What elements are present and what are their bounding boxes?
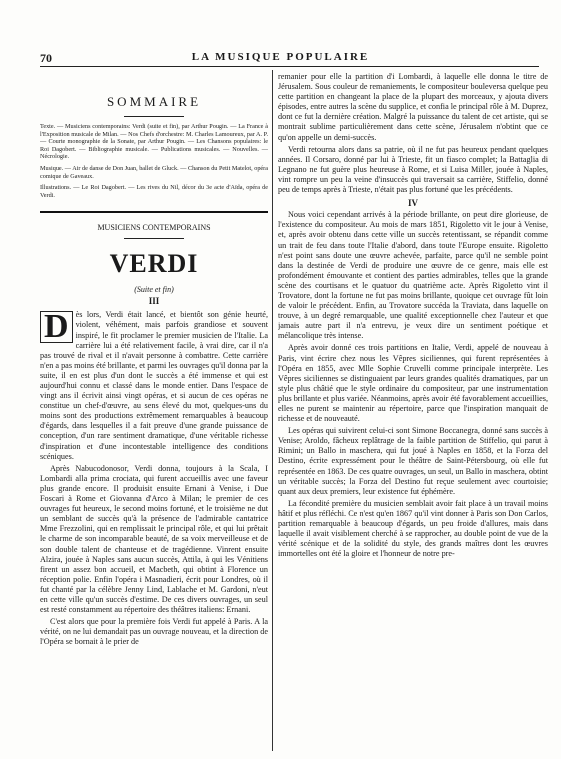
sommaire-illustrations: Illustrations. — Le Roi Dagobert. — Les rives du Nil, décor du 3e acte d'Aïda, opéra de Verdi. (40, 184, 268, 199)
first-paragraph (40, 310, 268, 461)
right-body (278, 72, 548, 559)
paragraph: Nous voici cependant arrivés à la période brillante, on peut dire glorieuse, de l'existence du compositeur. Au mois de mars 1851, Rigoletto vit le jour à Venise, et, après avoir obtenu dans cette ville un succès retentissant, se répandit comme un trait de feu dans toute l'Italie d'abord, dans toute l'Europe ensuite. Rigoletto n'est point sans doute une œuvre achevée, parfaite, parce qu'il ne semble point dans la destinée de Verdi de produire une œuvre de ce genre, mais elle est profondément émouvante et contient des parties admirables, telles que la grande scène des courtisans et le quatuor du quatrième acte. Après Rigoletto vint il Trovatore, dont la fortune ne fut pas moins brillante, quoique cet ouvrage fût loin de valoir le précédent. Enfin, au Trovatore succéda la Traviata, dans laquelle on trouve, à un degré remarquable, une qualité exceptionnelle chez l'auteur et que jamais autre part il n'a entrevu, je veux dire un sentiment poétique et mélancolique très intense. (278, 210, 548, 341)
paragraph-text: ès lors, Verdi était lancé, et bientôt son génie heurté, violent, véhément, mais parfois grandiose et souvent inspiré, le fit proclamer le premier musicien de l'Italie. La carrière lui a été relativement facile, à vrai dire, car il n'a pas trouvé de rival et il n'avait personne à combattre. Cette carrière n'en a pas moins été brillante, et parmi les ouvrages qu'il donna par la suite, il en est plus d'un dont le succès a été immense et qui est aujourd'hui connu et classé dans le monde entier. Dans l'espace de vingt ans il écrivit ainsi vingt opéras, et si aucun de ces opéras ne constitue un chef-d'œuvre, au sens élevé du mot, quelques-uns du moins sont des productions extrêmement remarquables à beaucoup d'égards, dans lesquelles il a fait preuve d'une grande puissance de conception, d'un rare sentiment dramatique, d'une véritable richesse d'inspiration et d'une incontestable intelligence des conditions scéniques. (40, 310, 268, 461)
page-number: 70 (40, 51, 52, 65)
sommaire-texte: Texte. — Musiciens contemporains: Verdi (suite et fin), par Arthur Pougin. — La France à l'Exposition musicale de Milan. — Nos Chefs d'orchestre: M. Charles Lamoureux, par A. P. — Courte monographie de la Sonate, par Arthur Pougin. — Les Chansons populaires: le Roi Dagobert. — Bibliographie musicale. — Publications musicales. — Nouvelles. — Nécrologie. (40, 123, 268, 161)
sommaire-bottom-rule (40, 211, 268, 213)
sommaire-rule (124, 116, 184, 117)
paragraph: Les opéras qui suivirent celui-ci sont Simone Boccanegra, donné sans succès à Venise; Aroldo, fâcheux replâtrage de la faible partition de Stiffelio, qui parut à Rimini; un Ballo in maschera, qui fut joué à Naples en 1858, et la Forza del Destino, écrite expressément pour le théâtre de Saint-Pétersbourg, où elle fut représentée en 1863. De ces quatre ouvrages, un seul, un Ballo in maschera, obtint un véritable succès; la Forza del Destino fut reçue seulement avec courtoisie; quant aux deux premiers, leur existence fut éphémère. (278, 426, 548, 496)
section-title: MUSICIENS CONTEMPORAINS (97, 223, 211, 233)
running-title: LA MUSIQUE POPULAIRE (191, 51, 370, 63)
paragraph: Après avoir donné ces trois partitions en Italie, Verdi, appelé de nouveau à Paris, vint écrire chez nous les Vêpres siciliennes, qui furent représentées à l'Opéra en 1855, avec Mlle Sophie Cruvelli comme principale interprète. Les Vêpres siciliennes se distinguaient par leurs grandes qualités dramatiques, par un style plus châtié que le style ordinaire du compositeur, par une instrumentation plus brillante et plus variée. Néanmoins, après avoir été favorablement accueillies, elles ne purent se maintenir au répertoire, parce que l'inspiration manquait de richesse et de nouveauté. (278, 343, 548, 424)
sommaire-musique: Musique. — Air de danse de Don Juan, ballet de Gluck. — Chanson du Petit Matelot, opéra comique de Gaveaux. (40, 164, 268, 180)
sommaire-title: SOMMAIRE (106, 94, 202, 109)
left-body (40, 310, 268, 647)
paragraph: C'est alors que pour la première fois Verdi fut appelé à Paris. A la vérité, on ne lui demandait pas un ouvrage nouveau, et la direction de l'Opéra se bornait à le prier de (40, 617, 268, 647)
left-column (40, 72, 268, 751)
paragraph: remanier pour elle la partition d'i Lombardi, à laquelle elle donna le titre de Jérusalem. Sous couleur de remaniements, le compositeur bouleversa quelque peu cette partition en changeant la place de la plupart des morceaux, y ajouta divers épisodes, entre autres la scène du supplice, et confia le principal rôle à M. Duprez, dont ce fut la dernière création. Malgré la puissance du talent de cet artiste, qui se montrait sublime particulièrement dans cette scène, Jérusalem n'obtint que ce qu'on appelle un demi-succès. (278, 72, 548, 142)
article-subtitle: (Suite et fin) (134, 285, 174, 295)
page-header (0, 0, 561, 70)
right-column (278, 72, 548, 751)
part-heading-right: IV (407, 198, 418, 209)
paragraph: Verdi retourna alors dans sa patrie, où il ne fut pas heureux pendant quelques années. Il Corsaro, donné par lui à Trieste, fit un fiasco complet; la Battaglia di Legnano ne fut guère plus heureuse à Rome, et si Luisa Miller, jouée à Naples, vint rompre un peu la veine d'insuccès qui traversait sa carrière, Stiffelio, donné peu de temps après à Trieste, n'était pas plus fortuné que les précédents. (278, 144, 548, 195)
paragraph: Après Nabucodonosor, Verdi donna, toujours à la Scala, I Lombardi alla prima crociata, qui furent accueillis avec une faveur plus grande encore. Il produisit ensuite Ernani à Venise, i Due Foscari à Rome et Giovanna d'Arco à Milan; le premier de ces ouvrages fut heureux, le second moins fortuné, et le troisième ne dut un semblant de succès qu'à la présence de l'admirable cantatrice Mme Frezzolini, qui en remplissait le principal rôle, et qui lui prêtait le charme de son incomparable beauté, de sa voix merveilleuse et de son double talent de chanteuse et de tragédienne. Vinrent ensuite Alzira, jouée à Naples sans aucun succès, Attila, à qui les Vénitiens firent un assez bon accueil, et Macbeth, qui obtint à Florence un réception polie. Enfin l'opéra i Masnadieri, écrit pour Londres, où il fut chanté par la célèbre Jenny Lind, Lablache et M. Gardoni, n'eut en cette ville qu'un succès d'estime. De ces divers ouvrages, un seul est resté constamment au répertoire des théâtres italiens: Ernani. (40, 463, 268, 615)
part-heading-left: III (148, 296, 160, 307)
article-title: VERDI (109, 249, 199, 279)
header-rule (40, 66, 539, 67)
paragraph: La fécondité première du musicien semblait avoir fait place à un travail moins hâtif et plus réfléchi. Ce n'est qu'en 1867 qu'il vint donner à Paris son Don Carlos, partition remarquable à beaucoup d'égards, un peu froide d'allures, mais dans laquelle il avait visiblement cherché à se rapprocher, au double point de vue de la vérité scénique et de la solidité du style, des grands maîtres dont les œuvres immortelles ont été la gloire et l'honneur de notre pre- (278, 498, 548, 559)
section-rule (124, 238, 184, 239)
drop-cap: D (40, 311, 73, 343)
column-divider (272, 70, 273, 751)
